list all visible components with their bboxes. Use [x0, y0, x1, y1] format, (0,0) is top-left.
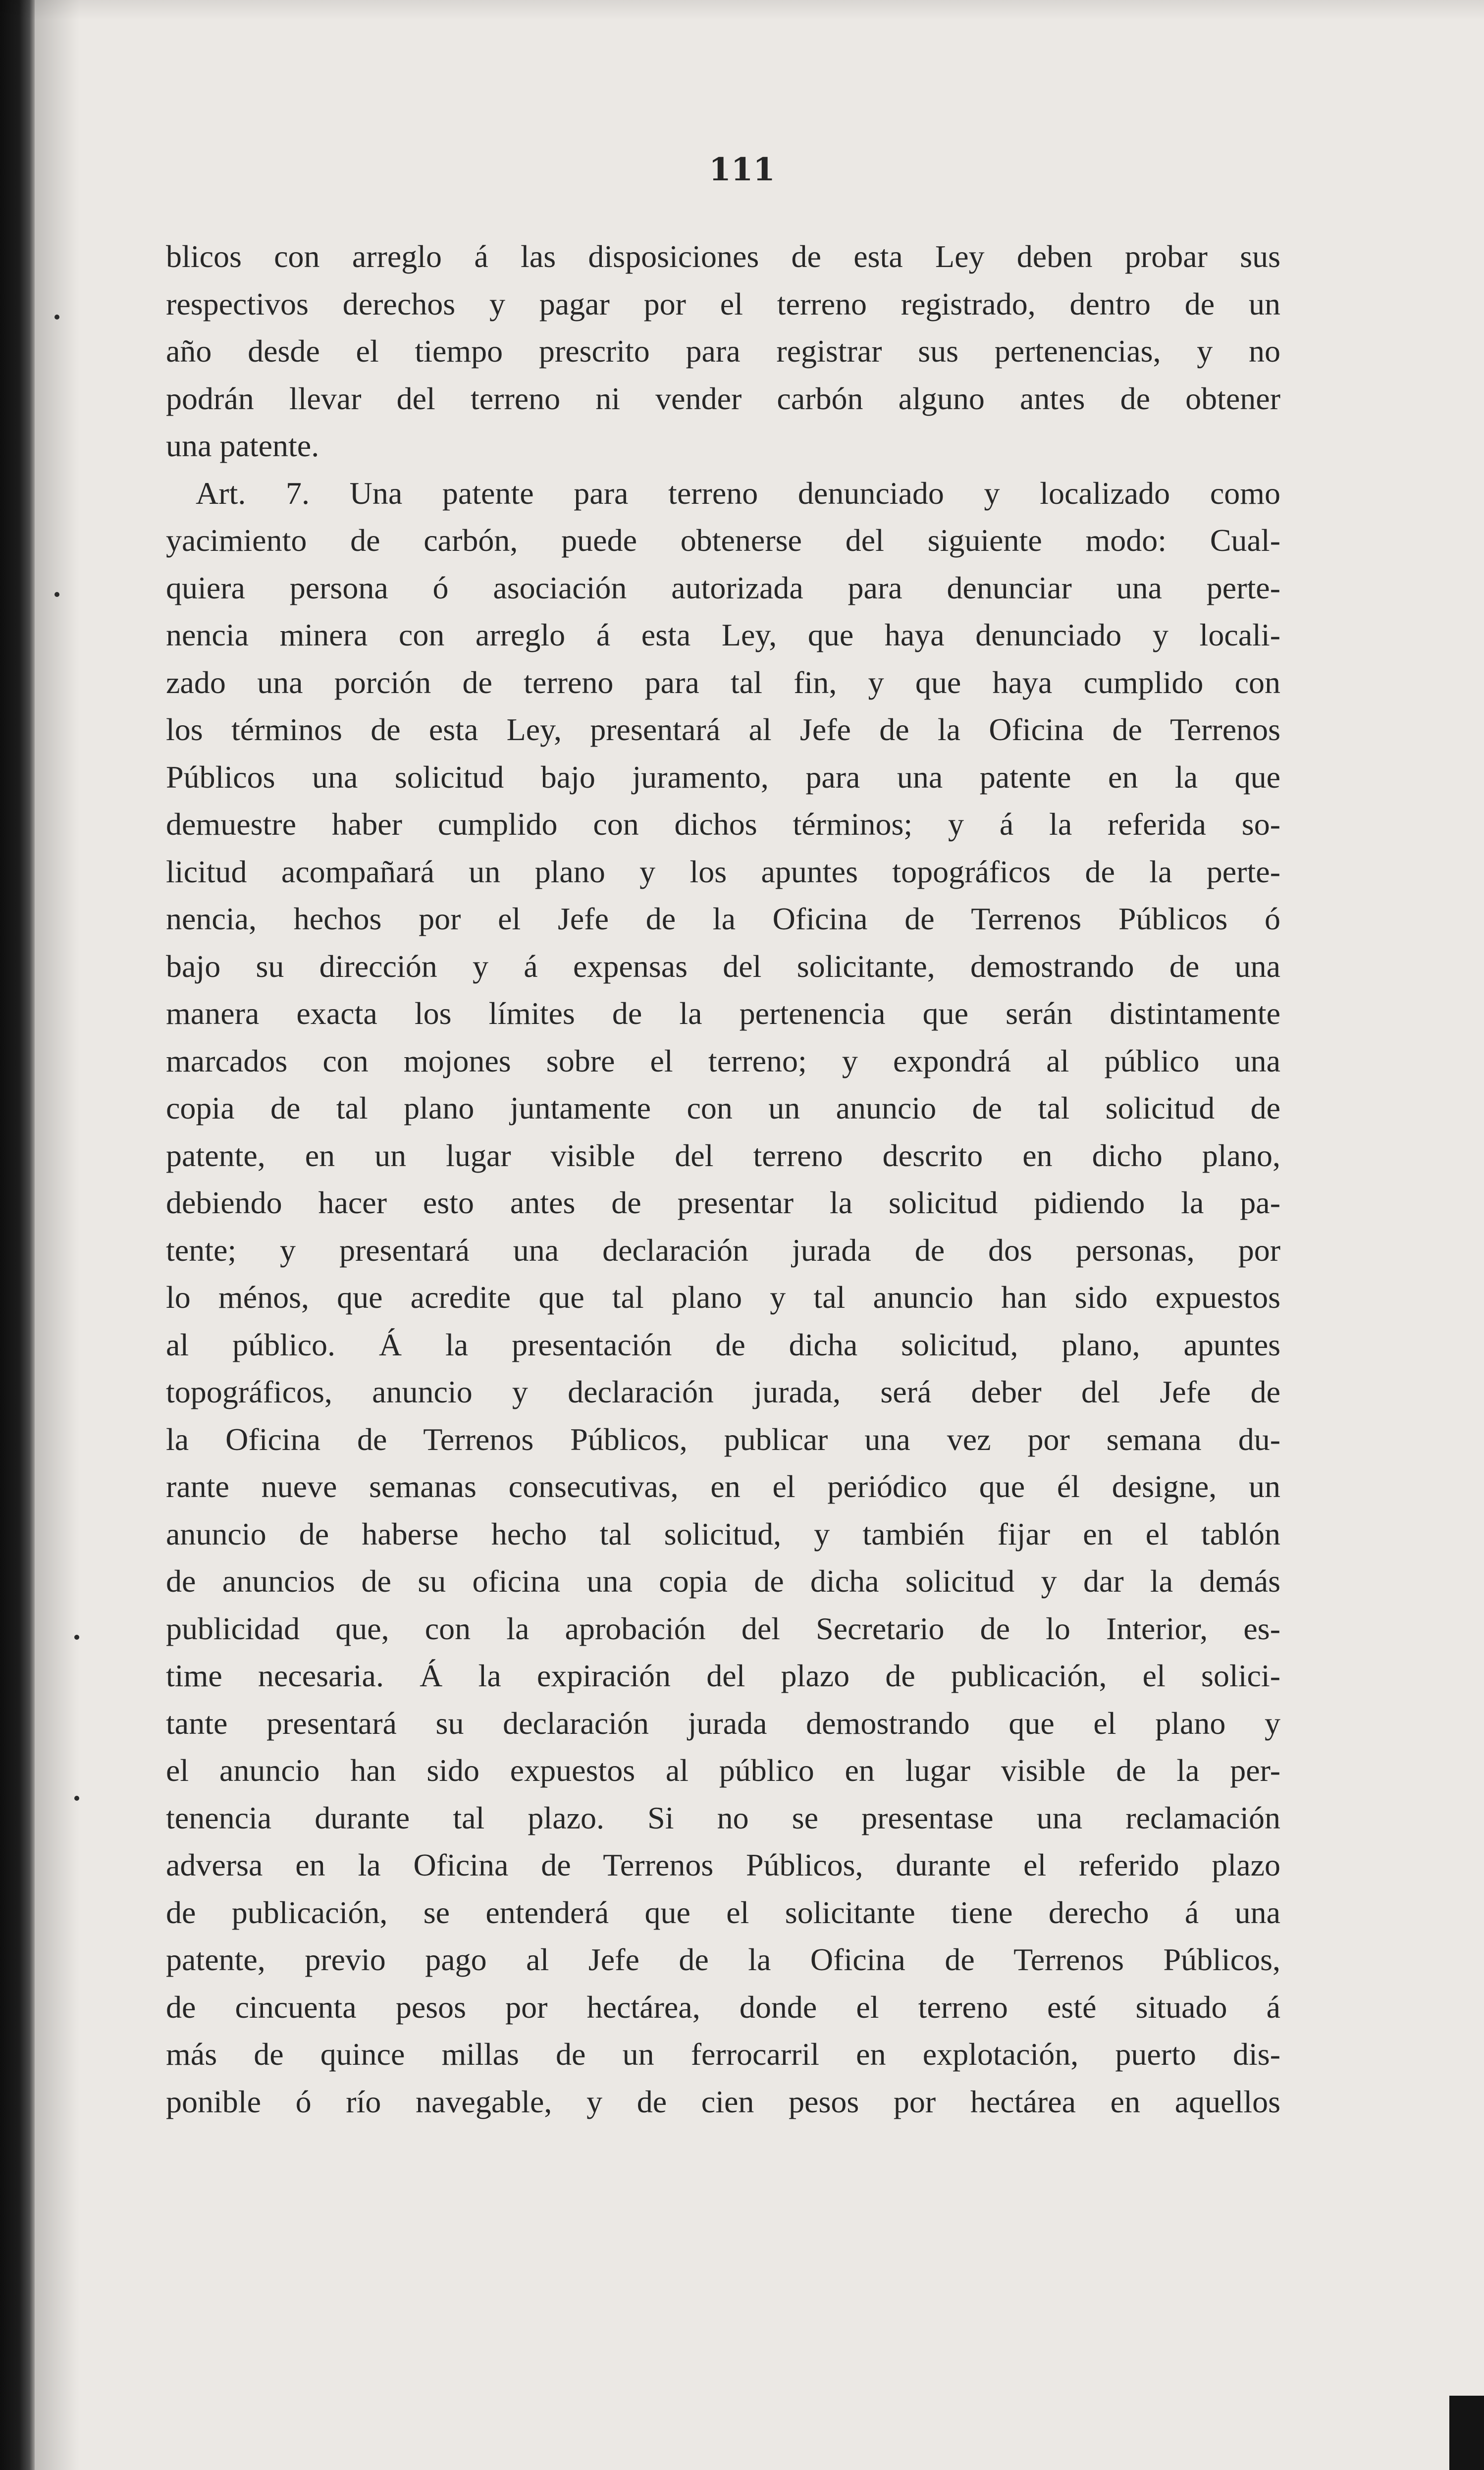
- text-line: licitud acompañará un plano y los apuntes topográficos de la perte-: [166, 854, 1280, 889]
- text-line: de cincuenta pesos por hectárea, donde el terreno esté situado á: [166, 1989, 1280, 2025]
- text-line: marcados con mojones sobre el terreno; y expondrá al público una: [166, 1043, 1280, 1078]
- margin-speck: [74, 1796, 79, 1801]
- text-line: lo ménos, que acredite que tal plano y tal anuncio han sido expuestos: [166, 1280, 1280, 1315]
- text-line: demuestre haber cumplido con dichos términos; y á la referida so-: [166, 806, 1280, 842]
- text-line: Públicos una solicitud bajo juramento, para una patente en la que: [166, 759, 1280, 795]
- text-line: topográficos, anuncio y declaración jurada, será deber del Jefe de: [166, 1374, 1280, 1409]
- text-line: tante presentará su declaración jurada demostrando que el plano y: [166, 1705, 1280, 1741]
- text-line: tenencia durante tal plazo. Si no se presentase una reclamación: [166, 1800, 1280, 1835]
- text-line: nencia, hechos por el Jefe de la Oficina de Terrenos Públicos ó: [166, 901, 1280, 936]
- page-number: 111: [709, 151, 775, 188]
- text-line: publicidad que, con la aprobación del Secretario de lo Interior, es-: [166, 1611, 1280, 1646]
- spine-shadow: [35, 0, 79, 2470]
- text-line: ponible ó río navegable, y de cien pesos por hectárea en aquellos: [166, 2084, 1280, 2119]
- margin-speck: [74, 1635, 79, 1640]
- margin-speck: [54, 315, 59, 320]
- text-line: adversa en la Oficina de Terrenos Públicos, durante el referido plazo: [166, 1847, 1280, 1882]
- text-line: patente, previo pago al Jefe de la Oficina de Terrenos Públicos,: [166, 1942, 1280, 1977]
- text-line: respectivos derechos y pagar por el terreno registrado, dentro de un: [166, 286, 1280, 322]
- text-line: de anuncios de su oficina una copia de dicha solicitud y dar la demás: [166, 1563, 1280, 1599]
- text-line: nencia minera con arreglo á esta Ley, que haya denunciado y locali-: [166, 617, 1280, 652]
- text-line: una patente.: [166, 428, 319, 463]
- article-heading-line: Art. 7. Una patente para terreno denunciado y localizado como: [196, 475, 1280, 511]
- text-line: más de quince millas de un ferrocarril en explotación, puerto dis-: [166, 2037, 1280, 2072]
- text-line: yacimiento de carbón, puede obtenerse del siguiente modo: Cual-: [166, 523, 1280, 558]
- text-line: al público. Á la presentación de dicha solicitud, plano, apuntes: [166, 1327, 1280, 1362]
- text-line: copia de tal plano juntamente con un anuncio de tal solicitud de: [166, 1090, 1280, 1126]
- text-line: la Oficina de Terrenos Públicos, publicar una vez por semana du-: [166, 1421, 1280, 1457]
- page-corner-mark: [1449, 2396, 1484, 2470]
- text-line: año desde el tiempo prescrito para registrar sus pertenencias, y no: [166, 333, 1280, 369]
- text-line: quiera persona ó asociación autorizada para denunciar una perte-: [166, 570, 1280, 605]
- text-line: rante nueve semanas consecutivas, en el periódico que él designe, un: [166, 1469, 1280, 1504]
- text-line: tente; y presentará una declaración jurada de dos personas, por: [166, 1232, 1280, 1268]
- text-line: patente, en un lugar visible del terreno descrito en dicho plano,: [166, 1137, 1280, 1173]
- book-spine-edge: [0, 0, 35, 2470]
- text-line: debiendo hacer esto antes de presentar la solicitud pidiendo la pa-: [166, 1185, 1280, 1220]
- text-line: podrán llevar del terreno ni vender carbón alguno antes de obtener: [166, 380, 1280, 416]
- text-line: de publicación, se entenderá que el solicitante tiene derecho á una: [166, 1894, 1280, 1930]
- text-line: blicos con arreglo á las disposiciones de esta Ley deben probar sus: [166, 239, 1280, 274]
- text-line: time necesaria. Á la expiración del plazo de publicación, el solici-: [166, 1658, 1280, 1693]
- text-line: los términos de esta Ley, presentará al Jefe de la Oficina de Terrenos: [166, 712, 1280, 747]
- top-edge-shade: [0, 0, 1484, 20]
- text-line: zado una porción de terreno para tal fin, y que haya cumplido con: [166, 664, 1280, 700]
- text-line: manera exacta los límites de la pertenencia que serán distintamente: [166, 996, 1280, 1031]
- text-line: bajo su dirección y á expensas del solicitante, demostrando de una: [166, 948, 1280, 984]
- margin-speck: [54, 592, 59, 597]
- body-text: [166, 233, 1280, 2125]
- text-line: el anuncio han sido expuestos al público en lugar visible de la per-: [166, 1753, 1280, 1788]
- text-line: anuncio de haberse hecho tal solicitud, y también fijar en el tablón: [166, 1516, 1280, 1552]
